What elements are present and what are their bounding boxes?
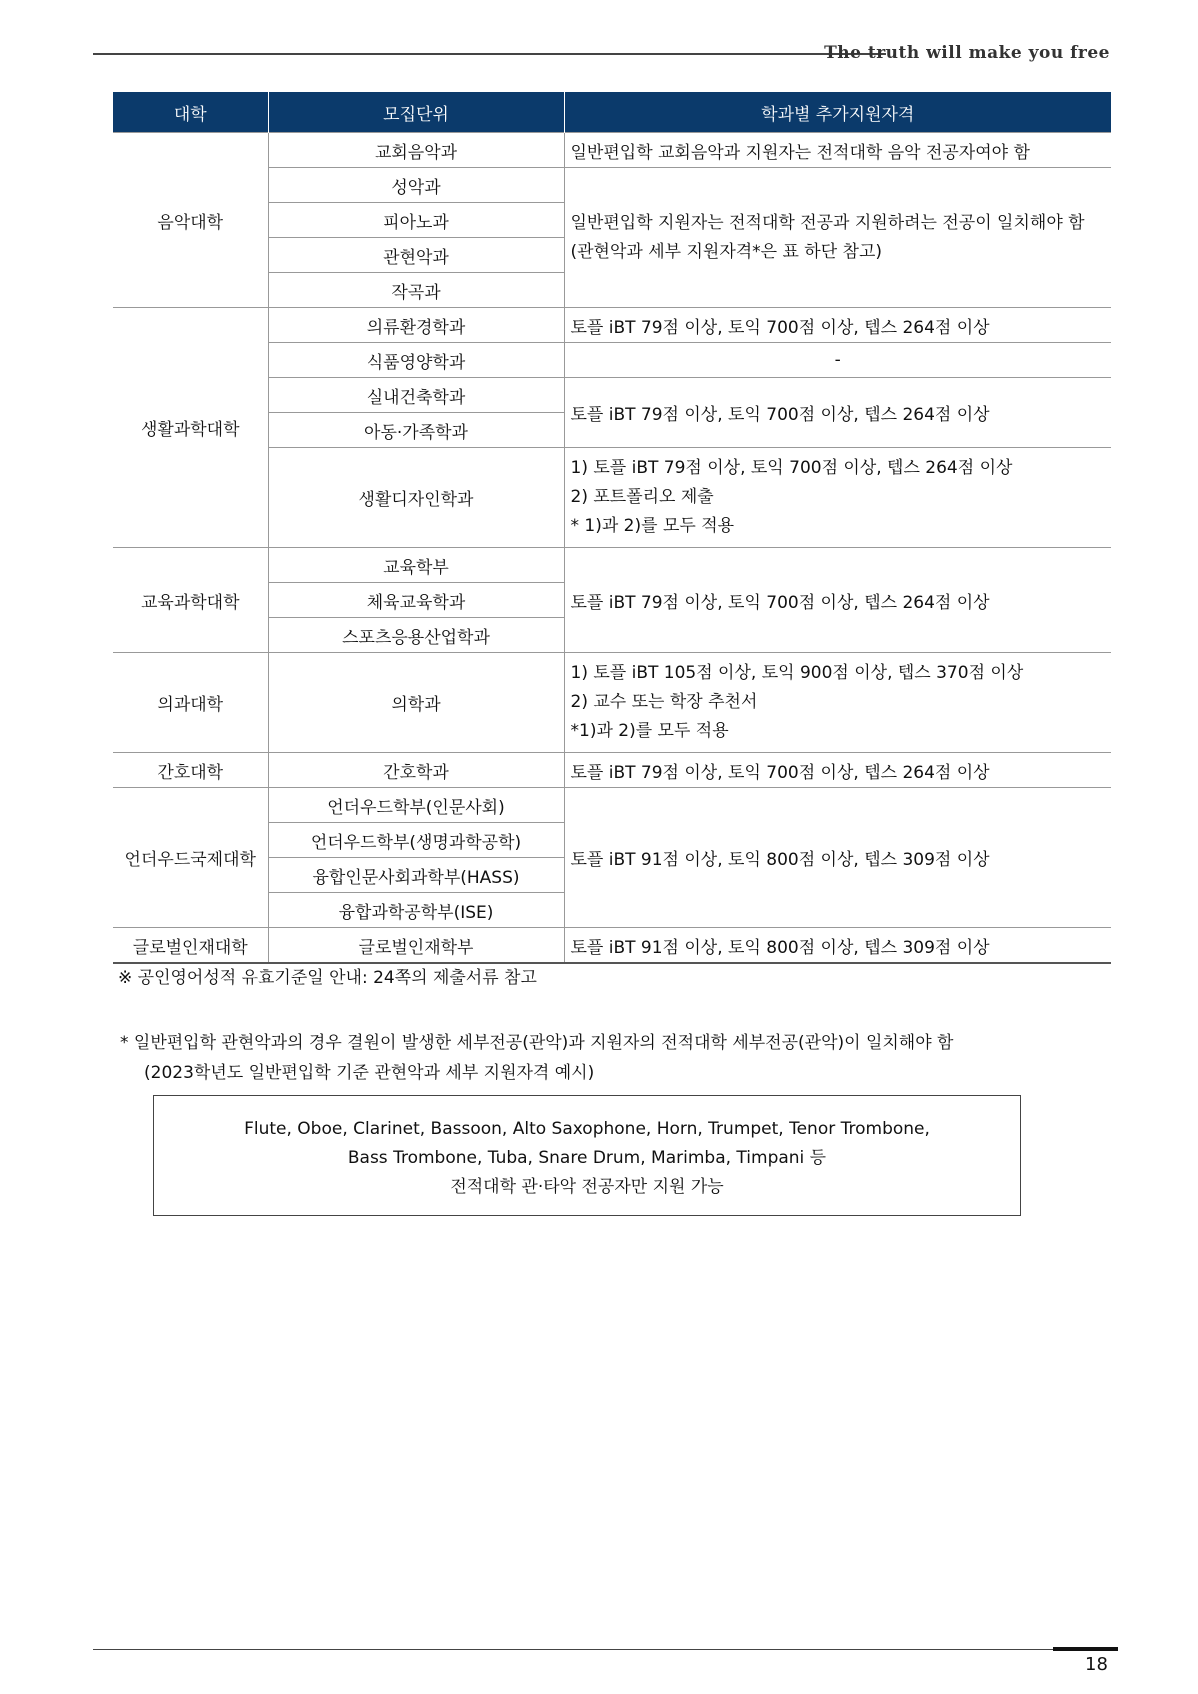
unit-cell: 관현악과 [268,238,564,273]
unit-cell: 체육교육학과 [268,583,564,618]
qualification-line: * 1)과 2)를 모두 적용 [570,516,735,536]
unit-cell: 언더우드학부(생명과학공학) [268,823,564,858]
orchestra-note-line: * 일반편입학 관현악과의 경우 결원이 발생한 세부전공(관악)과 지원자의 전적대학 세부전공(관악)이 일치해야 함 [120,1033,954,1053]
unit-cell: 교회음악과 [268,133,564,168]
unit-cell: 의학과 [268,653,564,753]
orchestra-note-line: (2023학년도 일반편입학 기준 관현악과 세부 지원자격 예시) [144,1063,595,1083]
unit-cell: 글로벌인재학부 [268,928,564,964]
qualification-cell: 토플 iBT 91점 이상, 토익 800점 이상, 텝스 309점 이상 [564,788,1111,928]
college-cell: 간호대학 [113,753,268,788]
unit-cell: 실내건축학과 [268,378,564,413]
qualification-cell [564,653,1111,753]
qualification-cell: 토플 iBT 79점 이상, 토익 700점 이상, 텝스 264점 이상 [564,378,1111,448]
unit-cell: 의류환경학과 [268,308,564,343]
qualification-cell: 일반편입학 교회음악과 지원자는 전적대학 음악 전공자여야 함 [564,133,1111,168]
qualification-line: *1)과 2)를 모두 적용 [570,721,729,741]
table-row [113,928,1111,964]
table-header-row [113,92,1111,133]
validity-note: ※ 공인영어성적 유효기준일 안내: 24쪽의 제출서류 참고 [118,968,537,988]
table-row [113,653,1111,753]
qualification-cell: 토플 iBT 79점 이상, 토익 700점 이상, 텝스 264점 이상 [564,548,1111,653]
header-rule [93,53,886,55]
unit-cell: 융합인문사회과학부(HASS) [268,858,564,893]
qualification-cell [564,168,1111,308]
header-motto: The truth will make you free [824,43,1110,63]
college-cell: 언더우드국제대학 [113,788,268,928]
college-cell: 음악대학 [113,133,268,308]
unit-cell: 아동·가족학과 [268,413,564,448]
college-cell: 교육과학대학 [113,548,268,653]
unit-cell: 융합과학공학부(ISE) [268,893,564,928]
qualification-line: 2) 포트폴리오 제출 [570,487,714,507]
box-line: Bass Trombone, Tuba, Snare Drum, Marimba, Timpani 등 [347,1148,827,1168]
table-row [113,133,1111,168]
college-cell: 글로벌인재대학 [113,928,268,964]
qualification-cell: - [564,343,1111,378]
page-number: 18 [1085,1654,1108,1675]
college-cell: 생활과학대학 [113,308,268,548]
header-qualification: 학과별 추가지원자격 [564,92,1111,133]
table-row [113,788,1111,823]
unit-cell: 생활디자인학과 [268,448,564,548]
orchestra-note [120,1028,953,1088]
header-college: 대학 [113,92,268,133]
box-line: 전적대학 관·타악 전공자만 지원 가능 [450,1177,724,1197]
unit-cell: 스포츠응용산업학과 [268,618,564,653]
unit-cell: 식품영양학과 [268,343,564,378]
footer-rule [93,1649,1118,1650]
qualification-line: 1) 토플 iBT 79점 이상, 토익 700점 이상, 텝스 264점 이상 [570,458,1013,478]
table-row [113,753,1111,788]
unit-cell: 성악과 [268,168,564,203]
unit-cell: 간호학과 [268,753,564,788]
admission-qualification-table [113,92,1111,964]
header-unit: 모집단위 [268,92,564,133]
box-line: Flute, Oboe, Clarinet, Bassoon, Alto Saxophone, Horn, Trumpet, Tenor Trombone, [244,1119,930,1139]
table-row [113,308,1111,343]
qualification-line: 2) 교수 또는 학장 추천서 [570,692,758,712]
unit-cell: 작곡과 [268,273,564,308]
table-row [113,548,1111,583]
qualification-line: 일반편입학 지원자는 전적대학 전공과 지원하려는 전공이 일치해야 함 [570,212,1085,233]
qualification-cell: 토플 iBT 79점 이상, 토익 700점 이상, 텝스 264점 이상 [564,308,1111,343]
footer-accent-bar [1053,1647,1118,1651]
qualification-line: 1) 토플 iBT 105점 이상, 토익 900점 이상, 텝스 370점 이상 [570,663,1024,683]
qualification-line: (관현악과 세부 지원자격*은 표 하단 참고) [570,241,883,262]
instrument-example-box [153,1095,1021,1216]
unit-cell: 피아노과 [268,203,564,238]
unit-cell: 언더우드학부(인문사회) [268,788,564,823]
qualification-cell [564,448,1111,548]
qualification-cell: 토플 iBT 91점 이상, 토익 800점 이상, 텝스 309점 이상 [564,928,1111,964]
college-cell: 의과대학 [113,653,268,753]
unit-cell: 교육학부 [268,548,564,583]
qualification-cell: 토플 iBT 79점 이상, 토익 700점 이상, 텝스 264점 이상 [564,753,1111,788]
